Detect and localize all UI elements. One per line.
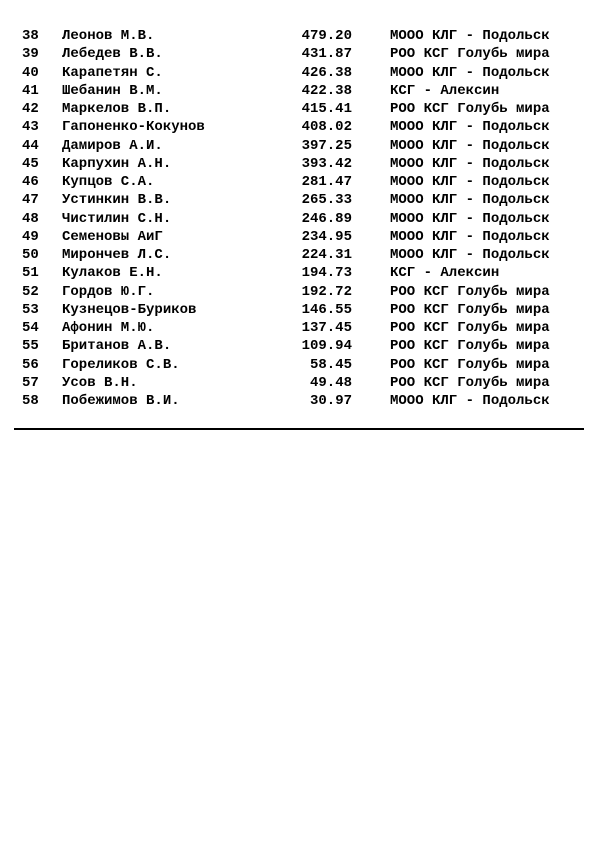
- score: 246.89: [301, 210, 352, 227]
- rank: 49: [22, 228, 39, 245]
- club: МООО КЛГ - Подольск: [390, 119, 550, 136]
- score: 415.41: [301, 101, 352, 117]
- participant-name: Мирончев Л.С.: [62, 247, 172, 263]
- participant-name: Британов А.В.: [62, 338, 172, 355]
- club: РОО КСГ Голубь мира: [390, 301, 550, 318]
- table-row: [22, 228, 582, 246]
- rank: 53: [22, 301, 39, 318]
- rank: 50: [22, 247, 39, 263]
- participant-name: Дамиров А.И.: [62, 137, 163, 154]
- table-row: [22, 82, 582, 100]
- rank: 48: [22, 210, 39, 227]
- rank: 41: [22, 82, 39, 99]
- club: КСГ - Алексин: [390, 265, 500, 282]
- participant-name: Кузнецов-Буриков: [62, 301, 197, 318]
- score: 194.73: [301, 265, 352, 282]
- club: РОО КСГ Голубь мира: [390, 46, 550, 63]
- rank: 51: [22, 265, 39, 282]
- table-row: [22, 392, 582, 410]
- table-row: [22, 283, 582, 301]
- participant-name: Карапетян С.: [62, 64, 163, 81]
- score: 58.45: [309, 356, 352, 373]
- club: МООО КЛГ - Подольск: [390, 137, 550, 154]
- table-row: [22, 191, 582, 209]
- participant-name: Гореликов С.В.: [62, 356, 180, 373]
- club: МООО КЛГ - Подольск: [390, 28, 550, 44]
- participant-name: Побежимов В.И.: [62, 393, 180, 409]
- club: КСГ - Алексин: [390, 82, 500, 99]
- rank: 57: [22, 374, 39, 391]
- club: МООО КЛГ - Подольск: [390, 247, 550, 263]
- rank: 42: [22, 101, 39, 117]
- club: РОО КСГ Голубь мира: [390, 338, 550, 355]
- score: 408.02: [301, 119, 352, 136]
- table-row: [22, 45, 582, 63]
- rank: 43: [22, 119, 39, 136]
- score: 224.31: [301, 247, 352, 263]
- club: РОО КСГ Голубь мира: [390, 374, 550, 391]
- participant-name: Устинкин В.В.: [62, 192, 172, 209]
- club: РОО КСГ Голубь мира: [390, 283, 550, 300]
- table-row: [22, 155, 582, 173]
- table-row: [22, 210, 582, 228]
- score: 146.55: [301, 301, 352, 318]
- participant-name: Шебанин В.М.: [62, 82, 163, 99]
- participant-name: Семеновы АиГ: [62, 228, 163, 245]
- table-row: [22, 337, 582, 355]
- table-row: [22, 301, 582, 319]
- participant-name: Карпухин А.Н.: [62, 155, 172, 172]
- score: 397.25: [301, 137, 352, 154]
- score: 137.45: [301, 320, 352, 336]
- club: МООО КЛГ - Подольск: [390, 174, 550, 190]
- rank: 39: [22, 46, 39, 63]
- score: 422.38: [301, 82, 352, 99]
- participant-name: Усов В.Н.: [62, 374, 138, 391]
- rank: 47: [22, 192, 39, 209]
- participant-name: Кулаков Е.Н.: [62, 265, 163, 282]
- rank: 56: [22, 356, 39, 373]
- score: 265.33: [301, 192, 352, 209]
- participant-name: Купцов С.А.: [62, 174, 155, 190]
- club: МООО КЛГ - Подольск: [390, 192, 550, 209]
- participant-name: Чистилин С.Н.: [62, 210, 172, 227]
- participant-name: Гапоненко-Кокунов: [62, 119, 205, 136]
- table-row: [22, 173, 582, 191]
- table-row: [22, 374, 582, 392]
- rank: 46: [22, 174, 39, 190]
- score: 431.87: [301, 46, 352, 63]
- score: 30.97: [309, 393, 352, 409]
- club: РОО КСГ Голубь мира: [390, 101, 550, 117]
- table-row: [22, 264, 582, 282]
- table-row: [22, 137, 582, 155]
- score: 109.94: [301, 338, 352, 355]
- rank: 52: [22, 283, 39, 300]
- table-row: [22, 27, 582, 45]
- rank: 55: [22, 338, 39, 355]
- rank: 38: [22, 28, 39, 44]
- participant-name: Афонин М.Ю.: [62, 320, 155, 336]
- score: 479.20: [301, 28, 352, 44]
- participant-name: Гордов Ю.Г.: [62, 283, 155, 300]
- club: МООО КЛГ - Подольск: [390, 393, 550, 409]
- score: 192.72: [301, 283, 352, 300]
- club: МООО КЛГ - Подольск: [390, 210, 550, 227]
- rank: 58: [22, 393, 39, 409]
- bottom-rule: [14, 428, 584, 430]
- participant-name: Маркелов В.П.: [62, 101, 172, 117]
- table-row: [22, 64, 582, 82]
- score: 281.47: [301, 174, 352, 190]
- participant-name: Лебедев В.В.: [62, 46, 163, 63]
- table-row: [22, 118, 582, 136]
- club: РОО КСГ Голубь мира: [390, 356, 550, 373]
- rank: 44: [22, 137, 39, 154]
- rank: 54: [22, 320, 39, 336]
- table-row: [22, 319, 582, 337]
- rank: 45: [22, 155, 39, 172]
- club: МООО КЛГ - Подольск: [390, 228, 550, 245]
- results-table: [22, 27, 582, 410]
- club: МООО КЛГ - Подольск: [390, 64, 550, 81]
- table-row: [22, 246, 582, 264]
- table-row: [22, 100, 582, 118]
- score: 49.48: [309, 374, 352, 391]
- score: 234.95: [301, 228, 352, 245]
- score: 393.42: [301, 155, 352, 172]
- club: РОО КСГ Голубь мира: [390, 320, 550, 336]
- rank: 40: [22, 64, 39, 81]
- club: МООО КЛГ - Подольск: [390, 155, 550, 172]
- table-row: [22, 356, 582, 374]
- participant-name: Леонов М.В.: [62, 28, 155, 44]
- score: 426.38: [301, 64, 352, 81]
